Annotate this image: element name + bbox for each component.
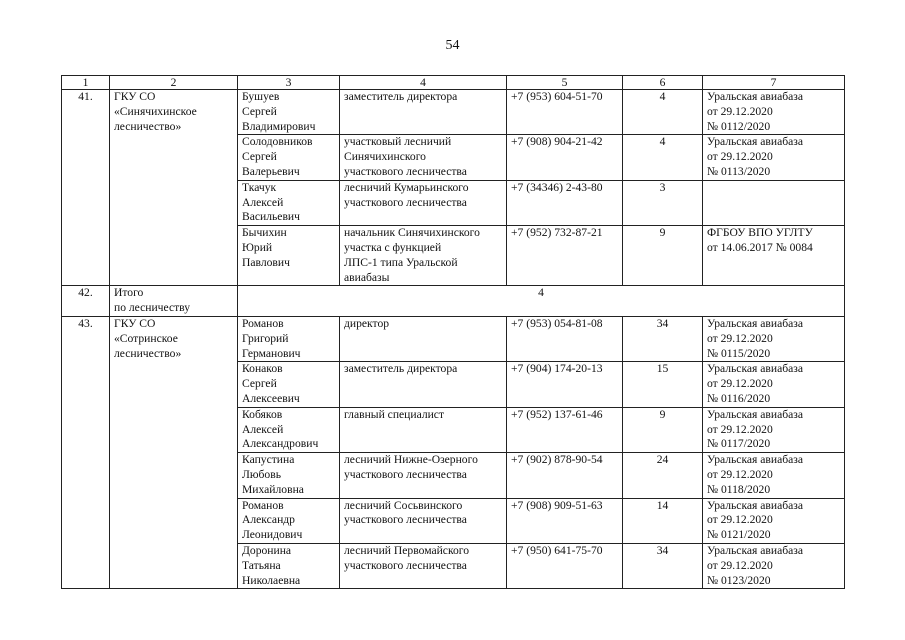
certificate-line: Уральская авиабаза [707,498,804,512]
certificate-line: Уральская авиабаза [707,316,804,330]
organization-line: «Синячихинское [114,104,197,118]
phone-cell: +7 (952) 137-61-46 [507,407,623,452]
person-name-cell [238,90,340,135]
page-number: 54 [445,38,460,53]
organization-line: ГКУ СО [114,316,156,330]
column-header: 7 [703,76,845,90]
table-row [62,316,845,361]
person-name-line: Валерьевич [242,164,300,178]
count-cell: 24 [623,453,703,498]
position-line: главный специалист [344,407,445,421]
position-cell [340,135,507,180]
person-name-line: Сергей [242,377,277,391]
person-name-line: Васильевич [242,210,300,224]
position-line: лесничий Кумарьинского [344,180,469,194]
count-cell: 4 [623,90,703,135]
table-body [62,76,845,589]
certificate-line: № 0121/2020 [707,528,771,542]
position-line: заместитель директора [344,90,458,103]
certificate-line: ФГБОУ ВПО УГЛТУ [707,226,813,240]
position-line: заместитель директора [344,362,458,376]
position-line: участкового лесничества [344,195,467,209]
certificate-line: № 0112/2020 [707,119,771,133]
count-cell: 3 [623,180,703,225]
position-cell [340,407,507,452]
organization-line: ГКУ СО [114,90,156,103]
position-line: участковый лесничий [344,135,452,149]
column-header: 3 [238,76,340,90]
certificate-line: Уральская авиабаза [707,135,804,149]
position-line: лесничий Нижне-Озерного [344,453,478,467]
certificate-cell [703,543,845,588]
phone-cell: +7 (950) 641-75-70 [507,543,623,588]
person-name-line: Александрович [242,437,319,451]
person-name-line: Татьяна [242,558,281,572]
position-line: участкового лесничества [344,467,467,481]
person-name-cell [238,453,340,498]
count-cell: 34 [623,316,703,361]
person-name-line: Алексей [242,422,284,436]
person-name-line: Любовь [242,467,281,481]
column-header: 5 [507,76,623,90]
certificate-line: № 0118/2020 [707,482,771,496]
person-name-line: Капустина [242,453,295,467]
person-name-line: Солодовников [242,135,313,149]
phone-cell: +7 (952) 732-87-21 [507,226,623,286]
person-name-cell [238,180,340,225]
certificate-cell [703,407,845,452]
person-name-cell [238,362,340,407]
person-name-cell [238,407,340,452]
certificate-line: от 29.12.2020 [707,467,773,481]
person-name-cell [238,498,340,543]
column-header: 4 [340,76,507,90]
person-name-cell [238,135,340,180]
person-name-line: Владимирович [242,119,316,133]
certificate-line: № 0113/2020 [707,164,771,178]
position-line: участка с функцией [344,240,442,254]
organization-line: «Сотринское [114,331,178,345]
forestry-staff-table [61,75,845,589]
count-cell: 9 [623,407,703,452]
certificate-line: Уральская авиабаза [707,362,804,376]
row-number: 41. [62,90,110,286]
person-name-line: Григорий [242,331,289,345]
total-label-line: по лесничеству [114,301,191,315]
position-cell [340,316,507,361]
certificate-line: № 0115/2020 [707,346,771,360]
person-name-line: Александр [242,513,295,527]
certificate-line: № 0116/2020 [707,391,771,405]
count-cell: 14 [623,498,703,543]
person-name-line: Кобяков [242,407,283,421]
certificate-cell [703,362,845,407]
certificate-line: Уральская авиабаза [707,543,804,557]
count-cell: 9 [623,226,703,286]
position-cell [340,543,507,588]
column-header: 1 [62,76,110,90]
certificate-cell [703,135,845,180]
person-name-line: Бычихин [242,226,287,240]
person-name-line: Николаевна [242,573,301,587]
column-header: 6 [623,76,703,90]
position-line: лесничий Первомайского [344,543,470,557]
person-name-line: Леонидович [242,528,303,542]
count-cell: 15 [623,362,703,407]
person-name-line: Романов [242,316,284,330]
person-name-line: Романов [242,498,284,512]
certificate-cell [703,90,845,135]
person-name-line: Алексеевич [242,391,300,405]
phone-cell: +7 (908) 909-51-63 [507,498,623,543]
table-row [62,90,845,135]
person-name-line: Юрий [242,240,273,254]
header-row [62,76,845,90]
certificate-line: от 29.12.2020 [707,331,773,345]
organization-line: лесничество» [114,119,182,133]
person-name-line: Алексей [242,195,284,209]
position-line: авиабазы [344,270,390,284]
certificate-line: от 29.12.2020 [707,422,773,436]
certificate-cell [703,316,845,361]
position-line: участкового лесничества [344,164,467,178]
person-name-line: Михайловна [242,482,304,496]
position-cell [340,362,507,407]
certificate-cell [703,226,845,286]
certificate-line: от 29.12.2020 [707,377,773,391]
certificate-cell [703,498,845,543]
person-name-line: Сергей [242,150,277,164]
position-cell [340,453,507,498]
row-number: 43. [62,316,110,588]
column-header: 2 [110,76,238,90]
certificate-line: от 29.12.2020 [707,513,773,527]
phone-cell: +7 (904) 174-20-13 [507,362,623,407]
phone-cell: +7 (34346) 2-43-80 [507,180,623,225]
certificate-line: Уральская авиабаза [707,90,804,103]
person-name-line: Сергей [242,104,277,118]
certificate-line: Уральская авиабаза [707,453,804,467]
phone-cell: +7 (953) 604-51-70 [507,90,623,135]
organization-cell [110,316,238,588]
certificate-line: от 29.12.2020 [707,150,773,164]
phone-cell: +7 (908) 904-21-42 [507,135,623,180]
count-cell: 34 [623,543,703,588]
person-name-line: Доронина [242,543,292,557]
person-name-line: Павлович [242,255,290,269]
certificate-line: № 0117/2020 [707,437,771,451]
position-cell [340,180,507,225]
phone-cell: +7 (902) 878-90-54 [507,453,623,498]
organization-cell [110,90,238,286]
position-line: Синячихинского [344,150,426,164]
total-label-cell [110,286,238,317]
certificate-line: от 14.06.2017 № 0084 [707,240,813,254]
certificate-cell [703,180,845,225]
position-line: участкового лесничества [344,558,467,572]
total-value-cell: 4 [238,286,845,317]
position-line: начальник Синячихинского [344,226,480,240]
person-name-line: Ткачук [242,180,277,194]
count-cell: 4 [623,135,703,180]
person-name-cell [238,543,340,588]
certificate-line: Уральская авиабаза [707,407,804,421]
position-line: лесничий Сосьвинского [344,498,463,512]
person-name-cell [238,316,340,361]
total-row [62,286,845,317]
position-line: директор [344,316,390,330]
position-cell [340,498,507,543]
position-cell [340,226,507,286]
position-line: ЛПС-1 типа Уральской [344,255,458,269]
phone-cell: +7 (953) 054-81-08 [507,316,623,361]
certificate-line: от 29.12.2020 [707,558,773,572]
row-number: 42. [62,286,110,317]
certificate-cell [703,453,845,498]
person-name-line: Конаков [242,362,283,376]
certificate-line: № 0123/2020 [707,573,771,587]
total-label-line: Итого [114,286,144,300]
position-cell [340,90,507,135]
person-name-cell [238,226,340,286]
person-name-line: Бушуев [242,90,280,103]
certificate-line: от 29.12.2020 [707,104,773,118]
position-line: участкового лесничества [344,513,467,527]
person-name-line: Германович [242,346,301,360]
organization-line: лесничество» [114,346,182,360]
